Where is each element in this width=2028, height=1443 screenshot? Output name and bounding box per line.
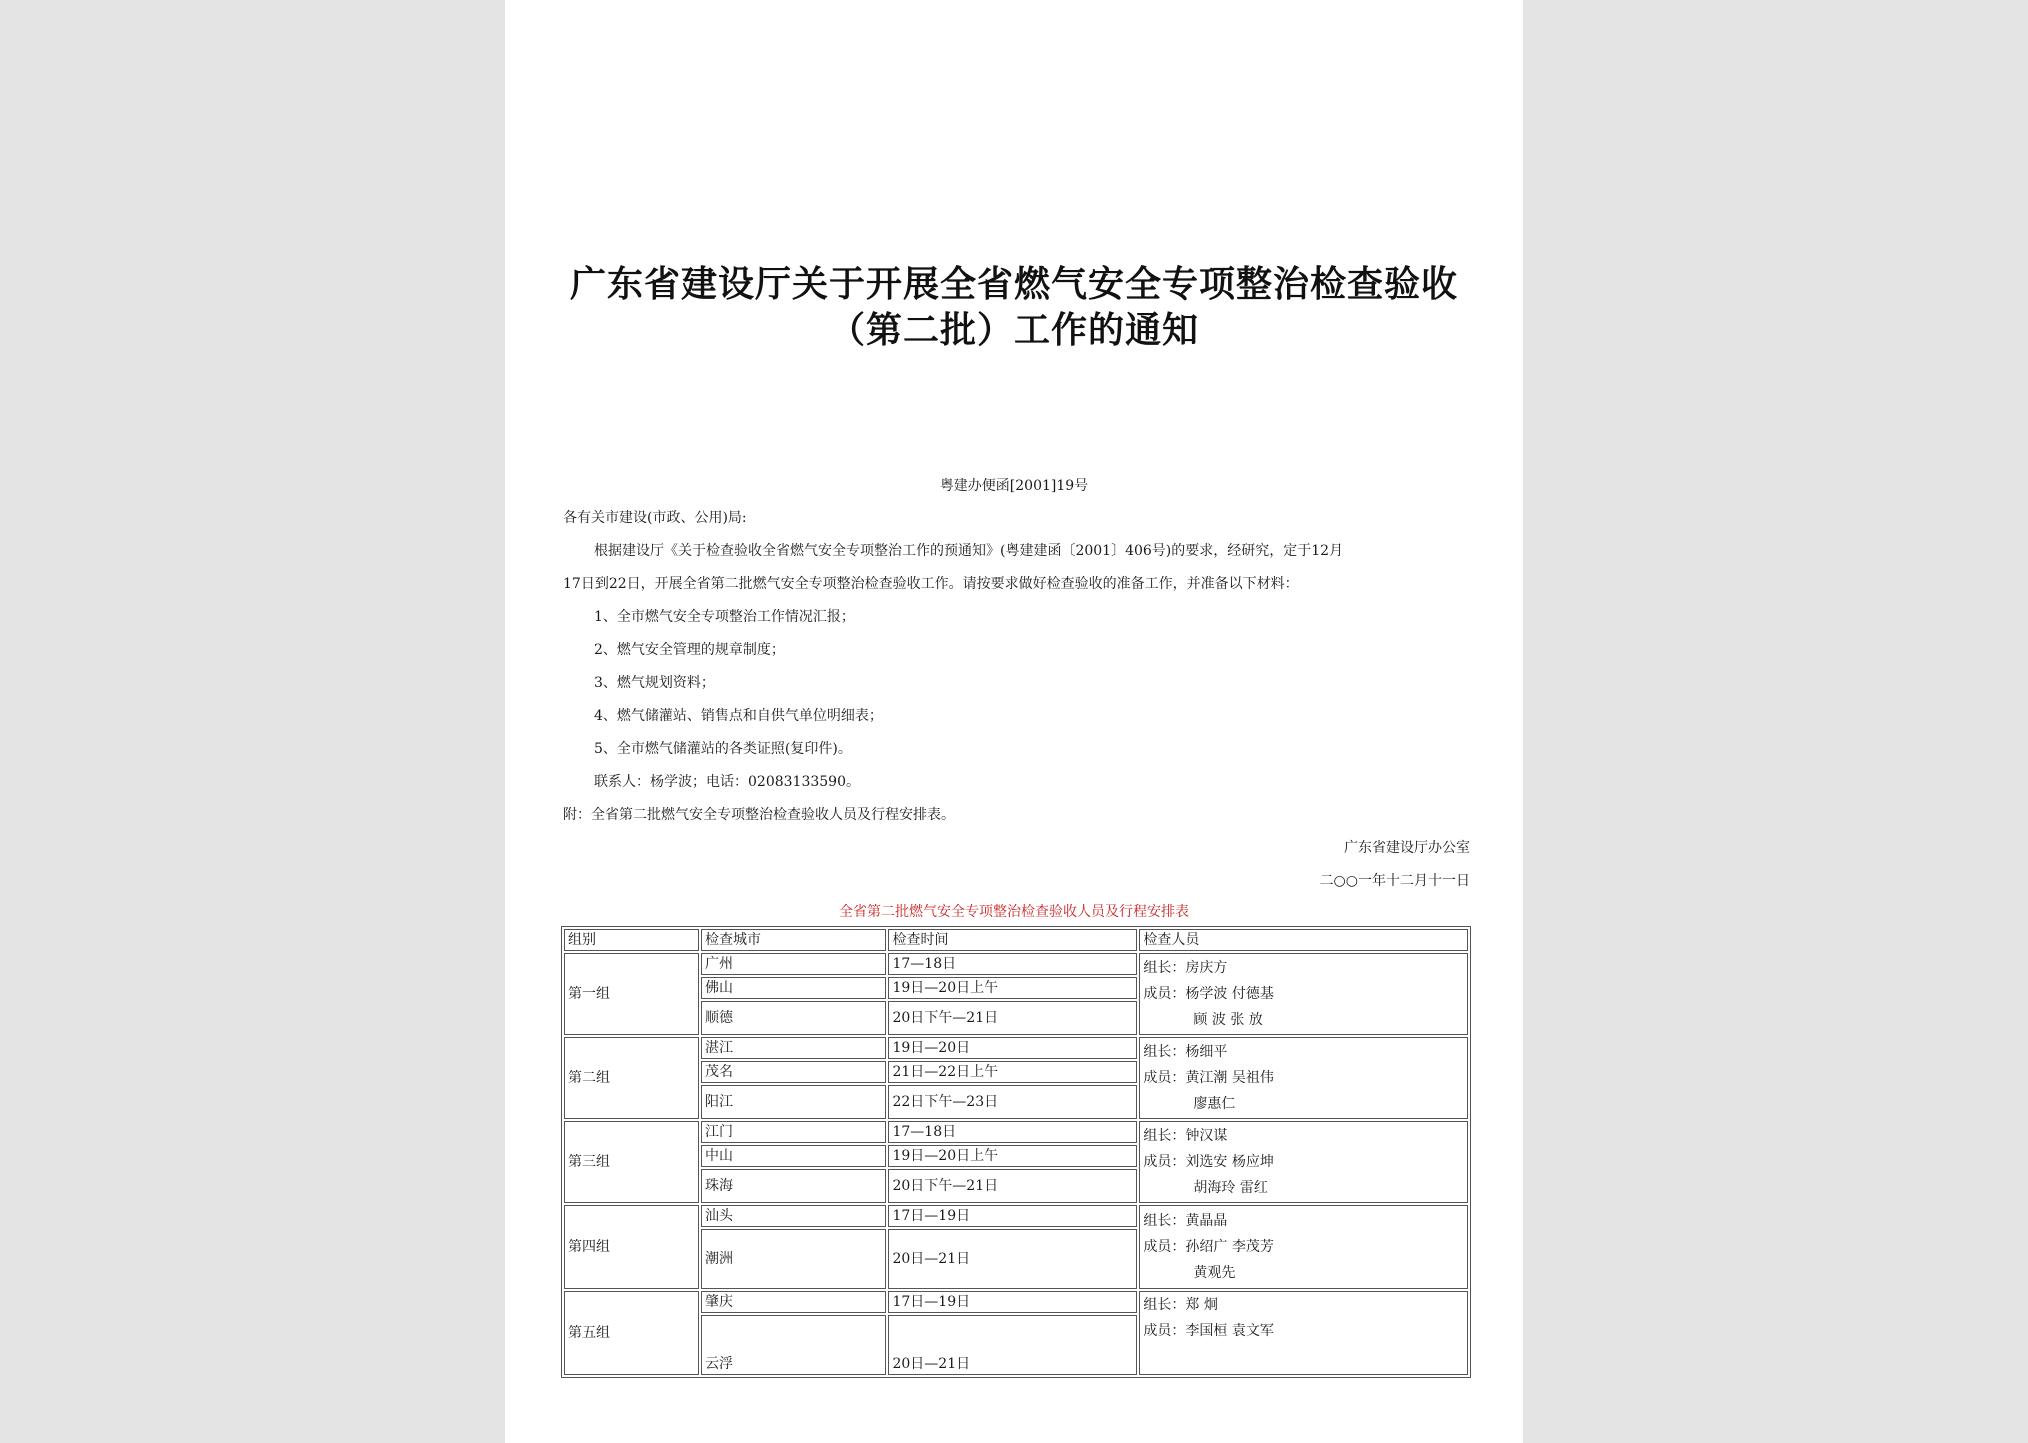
time-cell: 21日—22日上午 [888,1061,1137,1083]
group-leader: 组长：杨细平 [1143,1044,1228,1060]
list-item: 5、全市燃气储灌站的各类证照(复印件)。 [594,741,852,757]
paragraph-line-2: 17日到22日，开展全省第二批燃气安全专项整治检查验收工作。请按要求做好检查验收的准备工作，并准备以下材料： [563,576,1299,592]
document-number: 粤建办便函[2001]19号 [939,478,1089,494]
city-cell: 潮洲 [701,1229,886,1289]
time-cell: 19日—20日上午 [888,1145,1137,1167]
group-members: 成员：刘选安 杨应坤 [1143,1154,1274,1170]
time-cell: 19日—20日上午 [888,977,1137,999]
list-item: 4、燃气储灌站、销售点和自供气单位明细表； [594,708,883,724]
city-cell: 云浮 [701,1315,886,1375]
table-row [564,1205,1468,1227]
inspectors-cell [1139,953,1468,1035]
time-cell: 19日—20日 [888,1037,1137,1059]
table-row [564,1121,1468,1143]
city-cell: 珠海 [701,1169,886,1203]
group-name-cell: 第三组 [564,1121,699,1203]
header-cell-inspectors: 检查人员 [1139,929,1468,951]
group-members: 成员：黄江潮 吴祖伟 [1143,1070,1274,1086]
header-cell-city: 检查城市 [701,929,886,951]
inspectors-cell [1139,1291,1468,1375]
city-cell: 佛山 [701,977,886,999]
time-cell: 17—18日 [888,1121,1137,1143]
inspectors-cell [1139,1205,1468,1289]
group-members-continued: 黄观先 [1193,1265,1236,1281]
list-item: 3、燃气规划资料； [594,675,715,691]
group-members-continued: 顾 波 张 放 [1193,1012,1263,1028]
header-cell-group: 组别 [564,929,699,951]
group-leader: 组长：钟汉谋 [1143,1128,1228,1144]
group-leader: 组长：郑 炯 [1143,1297,1218,1313]
group-members-continued: 胡海玲 雷红 [1193,1180,1268,1196]
header-cell-time: 检查时间 [888,929,1137,951]
contact-line: 联系人：杨学波；电话：02083133590。 [594,774,860,790]
group-name-cell: 第一组 [564,953,699,1035]
time-cell: 20日—21日 [888,1315,1137,1375]
city-cell: 茂名 [701,1061,886,1083]
group-name-cell: 第二组 [564,1037,699,1119]
schedule-table-title: 全省第二批燃气安全专项整治检查验收人员及行程安排表 [839,904,1189,920]
paragraph-line-1: 根据建设厅《关于检查验收全省燃气安全专项整治工作的预通知》(粤建建函〔2001〕406号)的要求，经研究，定于12月 [594,543,1344,559]
city-cell: 中山 [701,1145,886,1167]
city-cell: 肇庆 [701,1291,886,1313]
group-members: 成员：孙绍广 李茂芳 [1143,1239,1274,1255]
attachment-line: 附：全省第二批燃气安全专项整治检查验收人员及行程安排表。 [563,807,955,823]
title-line-2: （第二批）工作的通知 [828,310,1199,351]
group-members: 成员：杨学波 付德基 [1143,986,1274,1002]
city-cell: 湛江 [701,1037,886,1059]
group-leader: 组长：黄晶晶 [1143,1213,1228,1229]
table-row [564,1037,1468,1059]
city-cell: 顺德 [701,1001,886,1035]
list-item: 2、燃气安全管理的规章制度； [594,642,785,658]
time-cell: 17日—19日 [888,1291,1137,1313]
inspectors-cell [1139,1037,1468,1119]
document-page [505,0,1523,1443]
time-cell: 20日下午—21日 [888,1169,1137,1203]
document-title [535,262,1493,354]
time-cell: 20日—21日 [888,1229,1137,1289]
table-row [564,1291,1468,1313]
time-cell: 20日下午—21日 [888,1001,1137,1035]
group-members-continued: 廖惠仁 [1193,1096,1236,1112]
group-name-cell: 第五组 [564,1291,699,1375]
city-cell: 汕头 [701,1205,886,1227]
city-cell: 阳江 [701,1085,886,1119]
time-cell: 17日—19日 [888,1205,1137,1227]
time-cell: 17—18日 [888,953,1137,975]
inspectors-cell [1139,1121,1468,1203]
issuer-signature: 广东省建设厅办公室 [1344,840,1470,856]
schedule-table [561,926,1471,1378]
title-line-1: 广东省建设厅关于开展全省燃气安全专项整治检查验收 [569,264,1458,305]
city-cell: 广州 [701,953,886,975]
group-members: 成员：李国桓 袁文军 [1143,1323,1274,1339]
salutation: 各有关市建设(市政、公用)局: [563,510,747,526]
table-row [564,953,1468,975]
issue-date: 二○○一年十二月十一日 [1319,873,1470,889]
group-leader: 组长：房庆方 [1143,960,1228,976]
group-name-cell: 第四组 [564,1205,699,1289]
list-item: 1、全市燃气安全专项整治工作情况汇报； [594,609,855,625]
city-cell: 江门 [701,1121,886,1143]
table-header-row [564,929,1468,951]
time-cell: 22日下午—23日 [888,1085,1137,1119]
